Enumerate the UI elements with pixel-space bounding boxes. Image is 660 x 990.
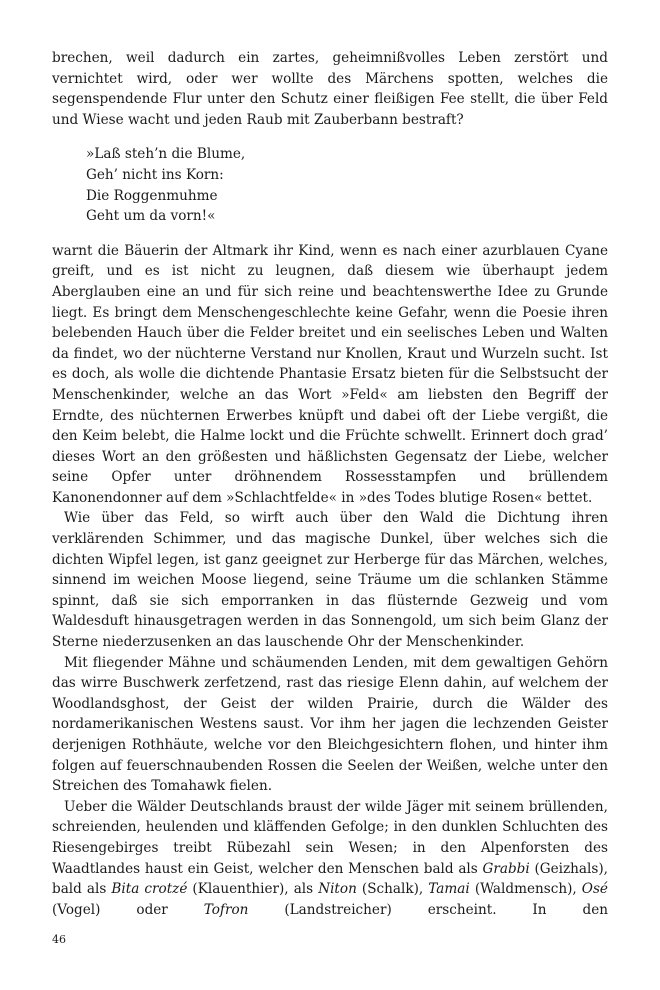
term-tamai: Tamai	[428, 881, 470, 898]
paragraph-5-text-4: (Schalk),	[356, 881, 429, 898]
paragraph-5-text-7: (Landstreicher) erscheint. In den	[248, 901, 608, 918]
paragraph-5-text-1: Ueber die Wälder Deutschlands braust der wilde Jäger mit seinem brüllenden, schreienden, heulenden und kläffenden Gefolge; in den dunklen Schluchten des Riesengebirges treibt Rübezahl sein Wesen; in den Alpenforsten des Waadtlandes haust ein Geist, welcher den Menschen bald als	[52, 798, 608, 877]
term-ose: Osé	[581, 881, 608, 898]
paragraph-5-text-6: (Vogel) oder	[52, 901, 204, 918]
paragraph-1: brechen, weil dadurch ein zartes, geheimnißvolles Leben zerstört und vernichtet wird, oder wer wollte des Märchens spotten, welches die segenspendende Flur unter den Schutz einer fleißigen Fee stellt, die über Feld und Wiese wacht und jeden Raub mit Zauberbann bestraft?	[52, 50, 608, 128]
term-tofron: Tofron	[203, 901, 249, 918]
paragraph-3: Wie über das Feld, so wirft auch über den Wald die Dichtung ihren verklärenden Schimmer, und das magische Dunkel, über welches sich die dichten Wipfel legen, ist ganz geeignet zur Herberge für das Märchen, welches, sinnend im weichen Moose liegend, seine Träume um die schlanken Stämme spinnt, daß sie sich emporranken in das flüsternde Gezweig und vom Waldesduft hinausgetragen werden in das Sonnengold, um sich beim Glanz der Sterne niederzusenken an das lauschende Ohr der Menschenkinder.	[52, 510, 608, 651]
paragraph-5-text-5: (Waldmensch),	[469, 881, 582, 898]
paragraph-5-text-2: (Geizhals), bald als	[52, 860, 608, 898]
paragraph-5	[52, 797, 608, 921]
verse-line-2: Geh’ nicht ins Korn:	[86, 166, 224, 183]
verse-line-1: »Laß steh’n die Blume,	[86, 146, 246, 163]
paragraph-5-text-3: (Klauenthier), als	[187, 881, 319, 898]
paragraph-4: Mit fliegender Mähne und schäumenden Lenden, mit dem gewaltigen Gehörn das wirre Buschwerk zerfetzend, rast das riesige Elenn dahin, auf welchem der Woodlandsghost, der Geist der wilden Prairie, durch die Wälder des nordamerikanischen Westens saust. Vor ihm her jagen die lechzenden Geister derjenigen Rothhäute, welche vor den Bleichgesichtern flohen, und hinter ihm folgen auf feuerschnaubenden Rossen die Seelen der Weißen, welche unter den Streichen des Tomahawk fielen.	[52, 654, 608, 795]
paragraph-2: warnt die Bäuerin der Altmark ihr Kind, wenn es nach einer azurblauen Cyane greift, und es ist nicht zu leugnen, daß diesem wie überhaupt jedem Aberglauben eine an und für sich reine und beachtenswerthe Idee zu Grunde liegt. Es bringt dem Menschengeschlechte keine Gefahr, wenn die Poesie ihren belebenden Hauch über die Felder breitet und ein seelisches Leben und Walten da findet, wo der nüchterne Verstand nur Knollen, Kraut und Wurzeln sucht. Ist es doch, als wolle die dichtende Phantasie Ersatz bieten für die Selbstsucht der Menschenkinder, welche an das Wort »Feld« am liebsten den Begriff der Erndte, des nüchternen Erwerbes knüpft und dabei oft der Liebe vergißt, die den Keim belebt, die Halme lockt und die Früchte schwellt. Erinnert doch grad’ dieses Wort an den größesten und häßlichsten Gegensatz der Liebe, welcher seine Opfer unter dröhnendem Rossesstampfen und brüllendem Kanonendonner auf dem »Schlachtfelde« in »des Todes blutige Rosen« bettet.	[52, 242, 608, 506]
verse-line-3: Die Roggenmuhme	[86, 187, 218, 204]
term-grabbi: Grabbi	[482, 860, 530, 877]
page-body	[52, 48, 608, 920]
verse-line-4: Geht um da vorn!«	[86, 208, 216, 225]
page-number: 46	[52, 933, 66, 946]
term-niton: Niton	[318, 881, 357, 898]
term-bita-crotze: Bita crotzé	[111, 881, 188, 898]
verse-block	[86, 144, 608, 226]
